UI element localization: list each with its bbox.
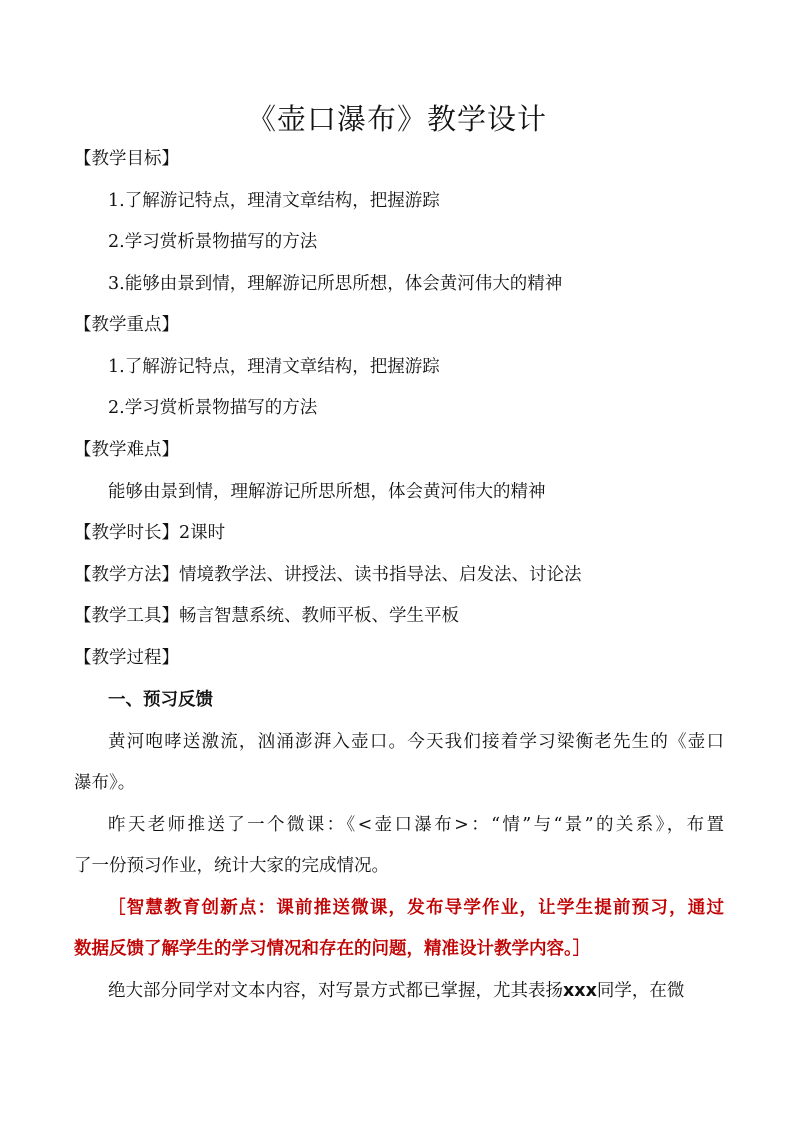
- difficulty-heading: 【教学难点】: [74, 440, 179, 460]
- paragraph-2-line-2: 了一份预习作业，统计大家的完成情况。: [74, 856, 389, 876]
- paragraph-1-line-1: 黄河咆哮送激流，汹涌澎湃入壶口。今天我们接着学习梁衡老先生的《壶口: [108, 732, 724, 752]
- key-heading: 【教学重点】: [74, 315, 179, 335]
- paragraph-2-line-1: 昨天老师推送了一个微课：《<壶口瀑布>：“情”与“景”的关系》，布置: [108, 815, 724, 835]
- tools-value: 畅言智慧系统、教师平板、学生平板: [179, 606, 459, 626]
- student-name: xxx: [563, 981, 597, 1001]
- paragraph-3-text: 绝大部分同学对文本内容，对写景方式都已掌握，尤其表扬: [108, 981, 563, 1001]
- method-line: [74, 563, 582, 587]
- duration-line: [74, 521, 225, 545]
- tools-line: [74, 604, 459, 628]
- goal-heading: 【教学目标】: [74, 149, 179, 169]
- innovation-note-line-2: 数据反馈了解学生的学习情况和存在的问题，精准设计教学内容。］: [74, 939, 591, 959]
- paragraph-3-line-1: [108, 979, 684, 1003]
- duration-value: 2课时: [179, 523, 226, 543]
- document-title: 《壶口瀑布》教学设计: [246, 102, 547, 136]
- process-heading: 【教学过程】: [74, 648, 179, 668]
- method-value: 情境教学法、讲授法、读书指导法、启发法、讨论法: [179, 565, 582, 585]
- difficulty-text: 能够由景到情，理解游记所思所想，体会黄河伟大的精神: [108, 482, 546, 502]
- key-item-2: 2.学习赏析景物描写的方法: [108, 398, 318, 418]
- goal-item-1: 1.了解游记特点，理清文章结构，把握游踪: [108, 191, 440, 211]
- innovation-note-line-1: ［智慧教育创新点：课前推送微课，发布导学作业，让学生提前预习，通过: [108, 898, 724, 918]
- method-label: 【教学方法】: [74, 565, 179, 585]
- key-item-1: 1.了解游记特点，理清文章结构，把握游踪: [108, 357, 440, 377]
- goal-item-2: 2.学习赏析景物描写的方法: [108, 232, 318, 252]
- section1-heading: 一、预习反馈: [108, 690, 213, 710]
- duration-label: 【教学时长】: [74, 523, 179, 543]
- goal-item-3: 3.能够由景到情，理解游记所思所想，体会黄河伟大的精神: [108, 274, 563, 294]
- paragraph-3-text-end: 同学，在微: [596, 981, 685, 1001]
- paragraph-1-line-2: 瀑布》。: [74, 773, 136, 793]
- tools-label: 【教学工具】: [74, 606, 179, 626]
